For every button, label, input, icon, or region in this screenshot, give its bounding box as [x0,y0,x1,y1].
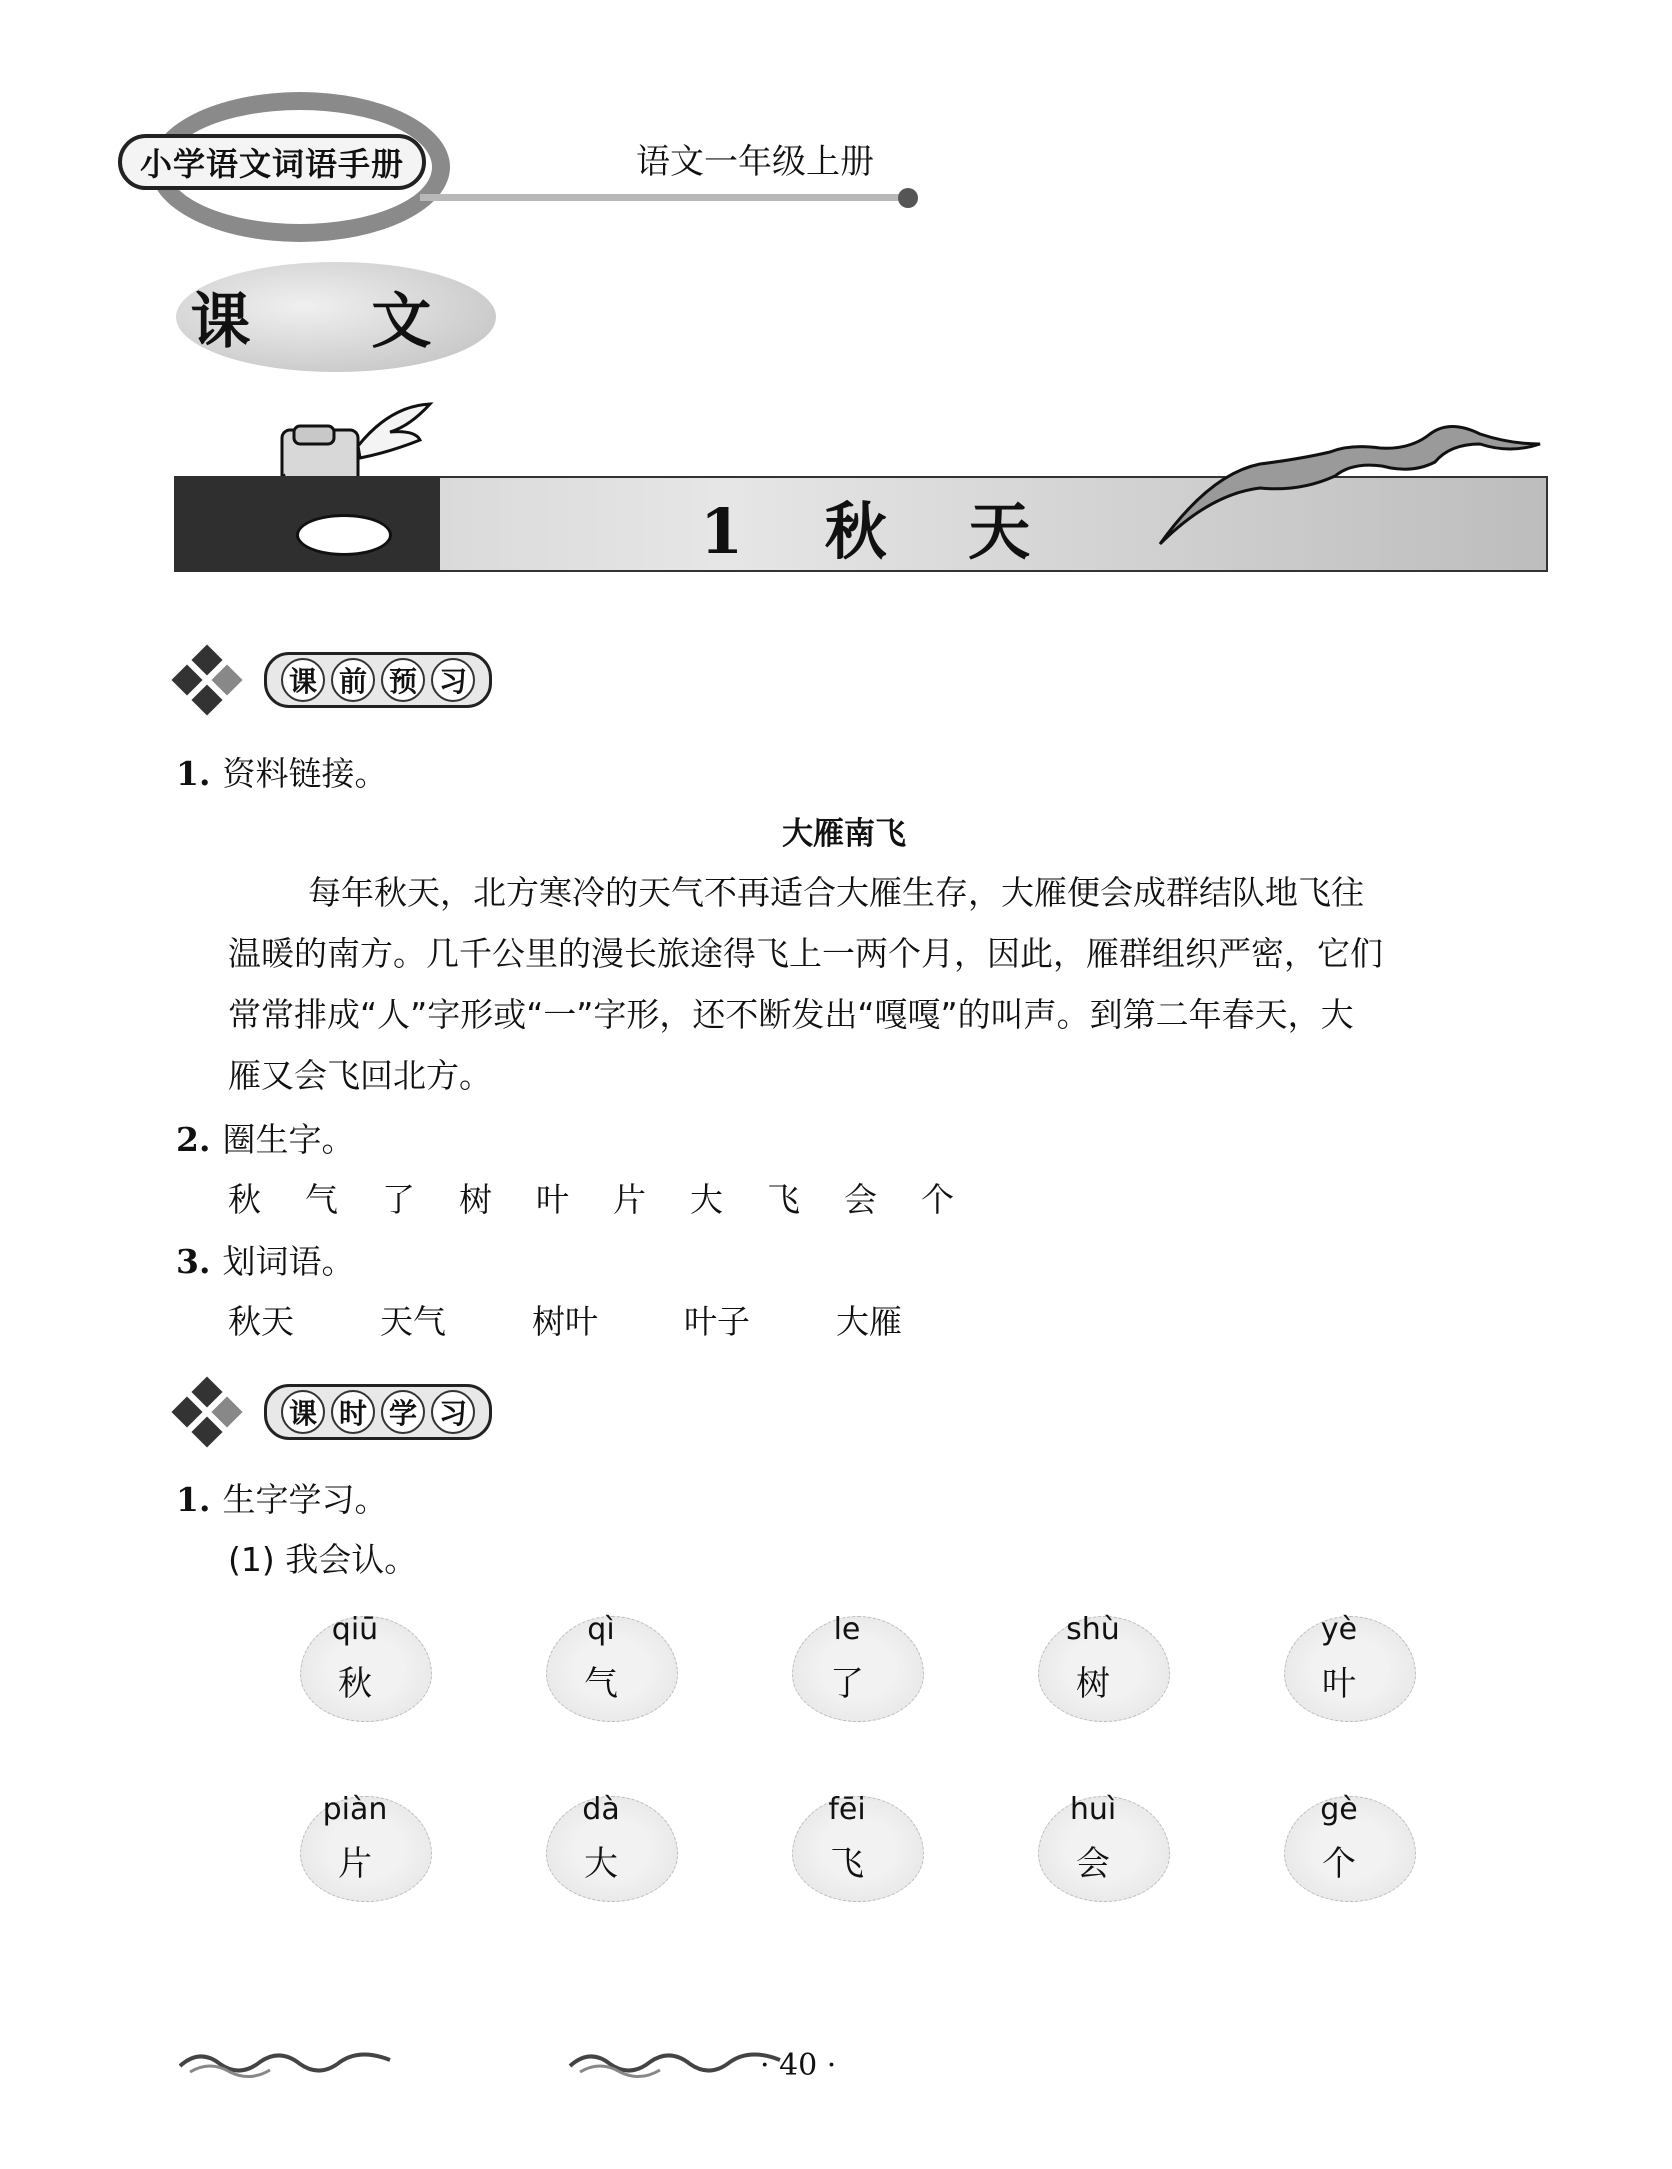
handbook-title-badge: 小学语文词语手册 [118,134,426,190]
question-number: 3. [176,1242,211,1281]
character: 气 [305,1180,338,1219]
character: 个 [921,1180,954,1219]
wave-ornament-left-icon [176,2044,396,2080]
section-title: 课 文 [176,262,496,372]
character: 会 [844,1180,877,1219]
leaf-card [1284,1792,1424,1902]
header-rule [420,194,910,201]
study-question-1 [176,1474,387,1521]
pinyin: piàn [322,1792,388,1827]
word: 叶子 [684,1302,750,1341]
leaf-card [792,1792,932,1902]
question-text: 圈生字。 [222,1120,355,1159]
pinyin: gè [1320,1792,1358,1827]
leaf-card [1038,1612,1178,1722]
hanzi: 片 [338,1844,372,1884]
word: 秋天 [228,1302,294,1341]
article-line: 温暖的南方。几千公里的漫长旅途得飞上一两个月，因此，雁群组织严密，它们 [228,934,1383,973]
leaf-card [300,1792,440,1902]
question-1 [176,748,387,795]
pinyin: qiū [331,1612,379,1647]
character: 树 [459,1180,492,1219]
tag-char: 课 [281,658,325,702]
hanzi: 树 [1076,1664,1110,1704]
pinyin: le [833,1612,861,1647]
character: 飞 [767,1180,800,1219]
diamond-cluster-icon [174,1377,264,1447]
article-line: 每年秋天，北方寒冷的天气不再适合大雁生存，大雁便会成群结队地飞往 [308,873,1364,912]
study-section-tag [174,1384,492,1440]
hanzi: 了 [830,1664,864,1704]
word: 树叶 [532,1302,598,1341]
leaf-card [546,1612,686,1722]
lesson-title: 1 秋 天 [700,495,1061,568]
tag-char: 习 [431,658,475,702]
leaf-card [546,1792,686,1902]
book-title: 语文一年级上册 [636,142,874,182]
hanzi: 大 [584,1844,618,1884]
question-text: 划词语。 [222,1242,355,1281]
question-number: 1. [176,1480,211,1519]
tag-char: 课 [281,1390,325,1434]
article-line: 雁又会飞回北方。 [228,1056,492,1095]
header-dot [898,188,918,208]
tag-char: 时 [331,1390,375,1434]
words-row [228,1296,902,1343]
tag-char: 预 [381,658,425,702]
question-text: 资料链接。 [222,754,388,793]
character: 片 [613,1180,646,1219]
pinyin: yè [1320,1612,1358,1647]
leaf-card [1284,1612,1424,1722]
pinyin: qì [587,1612,615,1647]
character: 秋 [228,1180,261,1219]
tag-char: 前 [331,658,375,702]
hanzi: 气 [584,1664,618,1704]
banner-ellipse [296,514,392,556]
hanzi: 飞 [830,1844,864,1884]
leaf-card [792,1612,932,1722]
question-number: 2. [176,1120,211,1159]
pinyin: fēi [828,1792,866,1827]
pinyin: dà [582,1792,620,1827]
tag-char: 习 [431,1390,475,1434]
article-title: 大雁南飞 [782,816,906,852]
hanzi: 叶 [1322,1664,1356,1704]
tag-char: 学 [381,1390,425,1434]
character: 了 [382,1180,415,1219]
article-line: 常常排成“人”字形或“一”字形，还不断发出“嘎嘎”的叫声。到第二年春天，大 [228,995,1354,1034]
wave-ornament-right-icon [566,2044,786,2080]
pinyin: shù [1066,1612,1120,1647]
hanzi: 秋 [338,1664,372,1704]
page-number: · 40 · [760,2048,837,2083]
question-text: 生字学习。 [222,1480,388,1519]
question-3 [176,1236,354,1283]
hanzi: 个 [1322,1844,1356,1884]
character: 大 [690,1180,723,1219]
character: 叶 [536,1180,569,1219]
leaf-card [300,1612,440,1722]
hanzi: 会 [1076,1844,1110,1884]
word: 大雁 [836,1302,902,1341]
question-2 [176,1114,354,1161]
preview-section-tag [174,652,492,708]
diamond-cluster-icon [174,645,264,715]
sub-question: (1) 我会认。 [228,1540,418,1579]
leaf-card [1038,1792,1178,1902]
wind-swirl-icon [1150,404,1550,554]
article-body [228,862,1548,1106]
new-characters-row [228,1174,954,1221]
pinyin: huì [1069,1792,1117,1827]
word: 天气 [380,1302,446,1341]
question-number: 1. [176,754,211,793]
